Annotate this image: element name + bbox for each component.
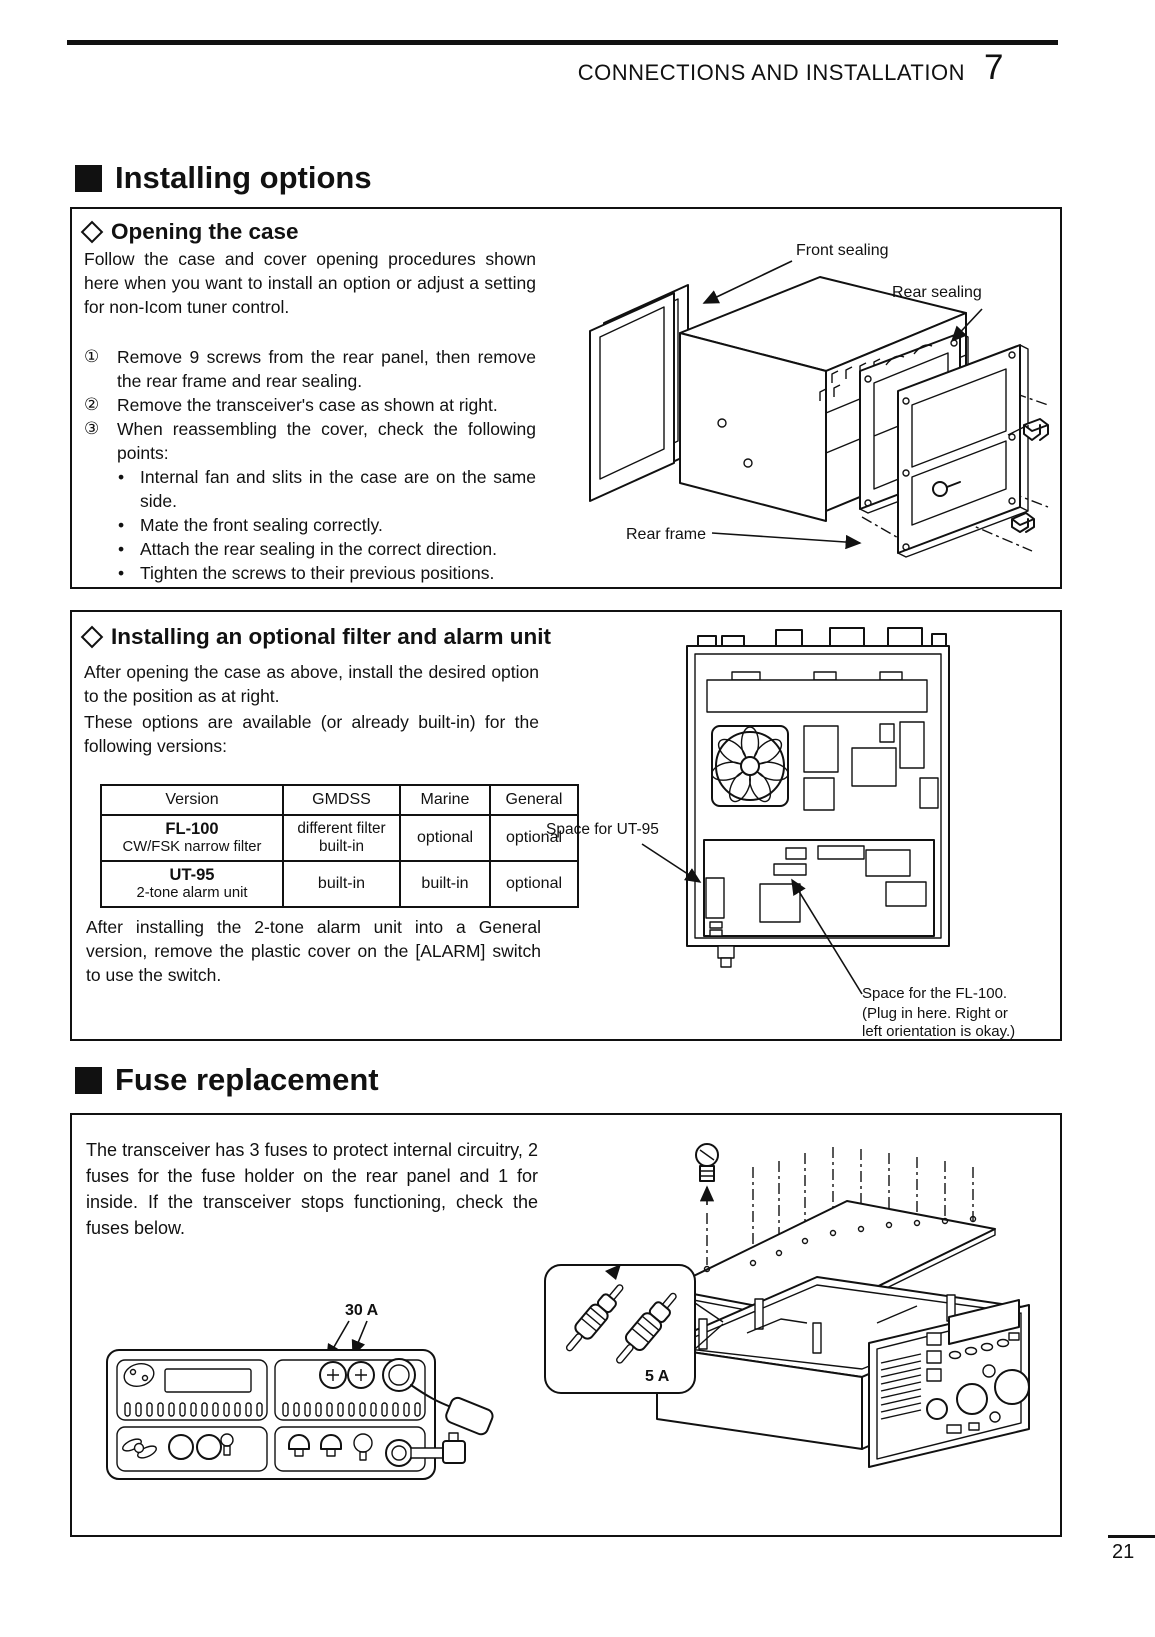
bullet-text: Attach the rear sealing in the correct direction.: [140, 539, 497, 559]
fuse-30a-label: 30 A: [345, 1302, 379, 1319]
cover-screw: [696, 1144, 718, 1205]
ut95-space: [706, 878, 724, 918]
exploded-case-diagram: [562, 221, 1054, 577]
rear-frame-arrow: [712, 533, 860, 543]
cooling-fan: [710, 726, 790, 806]
fl100-socket: [774, 864, 806, 875]
table-row: [101, 815, 578, 861]
open-transceiver-diagram: [517, 1137, 1053, 1482]
rear-panel-diagram: [87, 1275, 507, 1490]
gmdss-cell: built-in: [283, 861, 400, 907]
opening-case-box: [70, 207, 1062, 589]
footer-rule: [1108, 1535, 1155, 1538]
diamond-icon: [81, 221, 104, 244]
page-number: 21: [1112, 1541, 1135, 1563]
knob: [927, 1399, 947, 1419]
table-row: [101, 861, 578, 907]
filter-alarm-box: [70, 610, 1062, 1041]
front-sealing-label: Front sealing: [796, 242, 889, 259]
chapter-title: CONNECTIONS AND INSTALLATION: [577, 60, 965, 85]
knob: [957, 1384, 987, 1414]
small-connector: [354, 1434, 372, 1452]
chapter-number: 7: [984, 48, 1004, 87]
rear-sealing-label: Rear sealing: [892, 284, 982, 301]
bullet-icon: •: [118, 539, 125, 559]
bullet-text: Internal fan and slits in the case are on the same side.: [140, 467, 536, 511]
section-title: Fuse replacement: [115, 1062, 379, 1097]
filter-alarm-title: Installing an optional filter and alarm unit: [111, 624, 552, 649]
terminal: [289, 1435, 309, 1449]
opening-case-title: Opening the case: [111, 219, 299, 244]
screw-icon: [933, 482, 947, 496]
version-name: FL-100: [165, 820, 219, 838]
terminal: [321, 1435, 341, 1449]
fuse-5a-label: 5 A: [645, 1368, 670, 1385]
small-connector: [221, 1434, 233, 1446]
bullet-item: [118, 465, 536, 513]
bullet-icon: •: [118, 563, 125, 583]
connector: [197, 1435, 221, 1459]
version-name: UT-95: [169, 866, 215, 884]
bullet-icon: •: [118, 515, 125, 535]
version-cell: [101, 861, 283, 907]
general-cell: optional: [490, 861, 578, 907]
filter-para1: After opening the case as above, install the desired option to the position as at right.: [84, 662, 539, 706]
ut95-label: Space for UT-95: [546, 821, 659, 838]
rear-frame-label: Rear frame: [626, 526, 707, 543]
top-strip: [707, 672, 927, 712]
antenna-connector: [386, 1440, 412, 1466]
black-square-icon: [75, 1067, 102, 1094]
power-connector: [383, 1359, 415, 1391]
section-title: Installing options: [115, 160, 372, 195]
bullet-icon: •: [118, 467, 125, 487]
col-gmdss: GMDSS: [283, 785, 400, 815]
chassis-top-view-diagram: [532, 628, 1016, 1040]
general-cell: optional: [490, 815, 578, 861]
step-1: [84, 345, 536, 393]
gmdss-cell: different filter built-in: [283, 815, 400, 861]
step-1-number: ①: [84, 347, 100, 366]
fl100-label-line1: Space for the FL-100.: [862, 985, 1008, 1002]
step-1-text: Remove 9 screws from the rear panel, then remove the rear frame and rear sealing.: [117, 347, 536, 391]
top-rule: [67, 40, 1058, 45]
step-3: [84, 417, 536, 465]
step-3-number: ③: [84, 419, 100, 438]
connector: [169, 1435, 193, 1459]
step-3-text: When reassembling the cover, check the following points:: [117, 419, 536, 463]
chassis-foot: [718, 946, 734, 967]
step-2-number: ②: [84, 395, 100, 414]
power-plug: [444, 1396, 495, 1437]
marine-cell: optional: [400, 815, 490, 861]
front-sealing-front: [590, 293, 674, 501]
knob: [995, 1370, 1029, 1404]
opening-case-steps: [84, 345, 536, 465]
col-marine: Marine: [400, 785, 490, 815]
table-header-row: [101, 785, 578, 815]
bullet-item: [118, 537, 536, 561]
version-desc: CW/FSK narrow filter: [122, 839, 262, 855]
step-2-text: Remove the transceiver's case as shown at right.: [117, 395, 498, 415]
bullet-text: Mate the front sealing correctly.: [140, 515, 383, 535]
col-general: General: [490, 785, 578, 815]
fl100-label-line3: left orientation is okay.): [862, 1023, 1016, 1040]
version-desc: 2-tone alarm unit: [136, 885, 248, 901]
opening-case-bullets: [118, 465, 536, 585]
filter-alarm-heading: [84, 624, 551, 650]
filter-para3: After installing the 2-tone alarm unit into a General version, remove the plastic cover on the [ALARM] switch to use the switch.: [86, 917, 541, 985]
section-fuse-replacement: [75, 1062, 379, 1098]
lower-board: [704, 840, 934, 936]
fuse-para: The transceiver has 3 fuses to protect internal circuitry, 2 fuses for the fuse holder on the rear panel and 1 for inside. If the transceiver stops functioning, check the fuses below.: [86, 1140, 538, 1238]
section-installing-options: [75, 160, 372, 196]
diamond-icon: [81, 626, 104, 649]
step-2: [84, 393, 536, 417]
fuse-box: [70, 1113, 1062, 1537]
col-version: Version: [101, 785, 283, 815]
bullet-item: [118, 561, 536, 585]
bullet-item: [118, 513, 536, 537]
fl100-label-line2: (Plug in here. Right or: [862, 1005, 1008, 1022]
version-cell: [101, 815, 283, 861]
marine-cell: built-in: [400, 861, 490, 907]
filter-para2: These options are available (or already built-in) for the following versions:: [84, 712, 539, 756]
black-square-icon: [75, 165, 102, 192]
options-table: [100, 784, 579, 908]
opening-case-heading: [84, 219, 299, 245]
opening-case-intro: Follow the case and cover opening procedures shown here when you want to install an option or adjust a setting for non-Icom tuner control.: [84, 249, 536, 317]
bullet-text: Tighten the screws to their previous positions.: [140, 563, 495, 583]
